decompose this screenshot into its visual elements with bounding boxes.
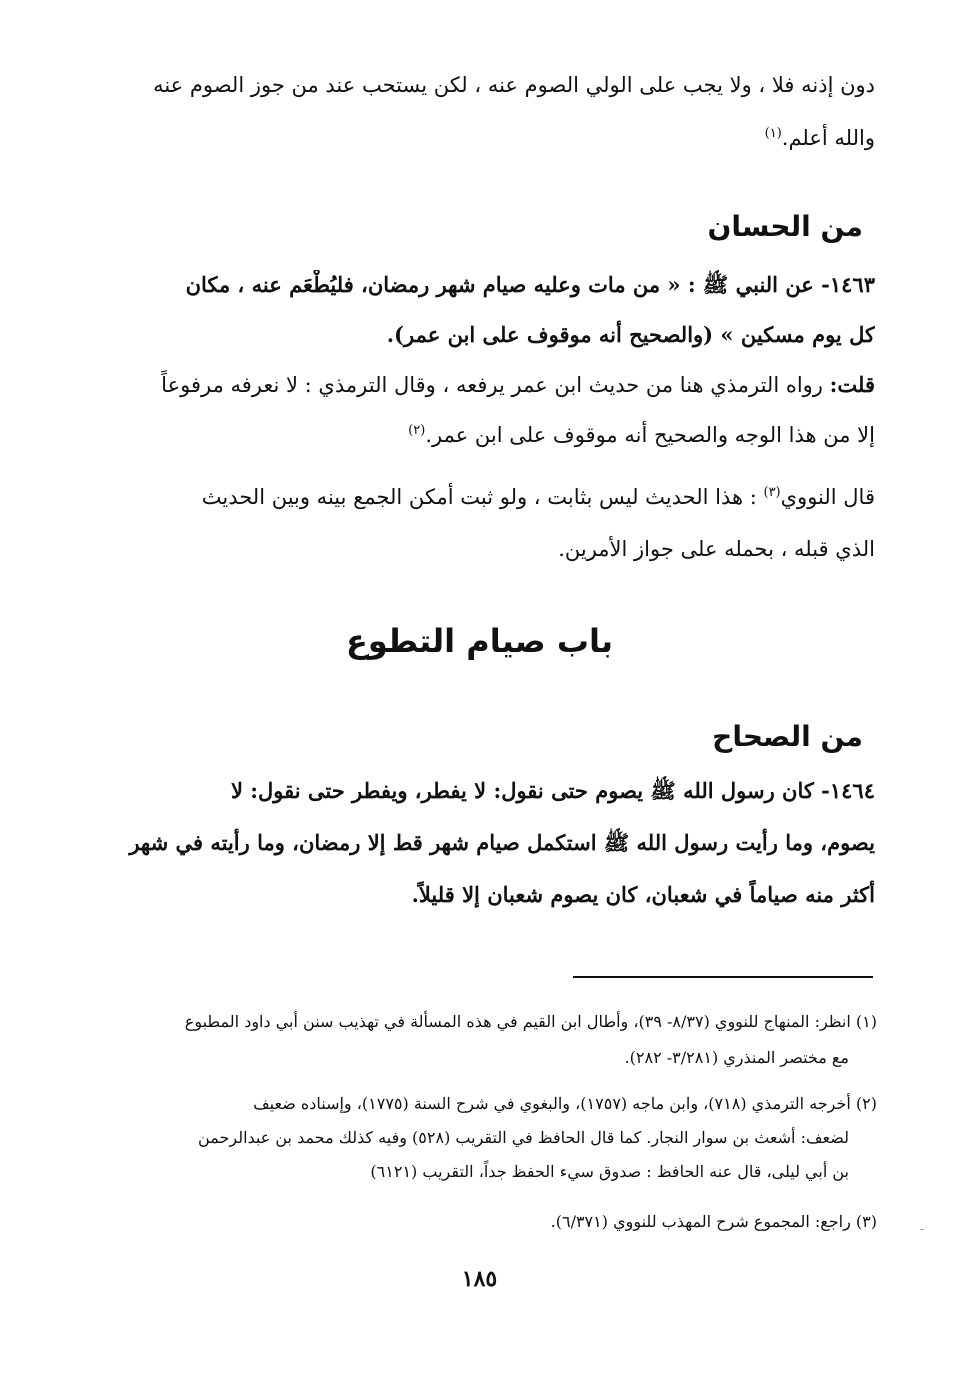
comment-qultu-label: قلت: xyxy=(829,372,875,397)
footnote-ref-1: (١) xyxy=(764,126,782,141)
hadith-1463 xyxy=(105,270,875,350)
footnote-1-line-2: مع مختصر المنذري (٣/٢٨١- ٢٨٢). xyxy=(624,1048,849,1067)
comment-qultu-line-1 xyxy=(105,370,875,400)
footnote-ref-3: (٣) xyxy=(763,485,781,500)
hadith-1464-line-1: ١٤٦٤- كان رسول الله ﷺ يصوم حتى نقول: لا يفطر، ويفطر حتى نقول: لا xyxy=(231,778,875,803)
hadith-1464-line-3: أكثر منه صياماً في شعبان، كان يصوم شعبان إلا قليلاً. xyxy=(411,882,875,907)
page-number: ١٨٥ xyxy=(461,1266,498,1292)
footnote-ref-2: (٢) xyxy=(408,423,426,438)
footnote-2-line-2: لضعف: أشعث بن سوار النجار. كما قال الحافظ في التقريب (٥٢٨) وفيه كذلك محمد بن عبدالرحمن xyxy=(198,1128,849,1147)
footnote-1-line-1: (١) انظر: المنهاج للنووي (٨/٣٧- ٣٩)، وأطال ابن القيم في هذه المسألة في تهذيب سنن أبي داود المطبوع xyxy=(184,1012,877,1031)
hadith-1464-line-2: يصوم، وما رأيت رسول الله ﷺ استكمل صيام شهر قط إلا رمضان، وما رأيته في شهر xyxy=(129,830,875,855)
chapter-title: باب صيام التطوع xyxy=(345,622,614,660)
footnote-3 xyxy=(105,1210,877,1234)
footnote-3-line-1: (٣) راجع: المجموع شرح المهذب للنووي (٦/٣٧١). xyxy=(550,1212,877,1231)
comment-nawawi xyxy=(105,482,875,564)
footnote-separator xyxy=(573,976,873,978)
comment-nawawi-line-2: الذي قبله ، بحمله على جواز الأمرين. xyxy=(558,537,875,561)
section-heading-hasan: من الحسان xyxy=(707,210,863,243)
intro-line-2-text: والله أعلم. xyxy=(781,126,875,150)
comment-nawawi-line-1 xyxy=(105,482,875,512)
footnote-1 xyxy=(105,1010,877,1070)
comment-qultu xyxy=(105,370,875,450)
intro-line-2 xyxy=(105,123,875,153)
intro-line-1: دون إذنه فلا ، ولا يجب على الولي الصوم عنه ، لكن يستحب عند من جوز الصوم عنه xyxy=(153,73,875,97)
hadith-1464 xyxy=(105,776,875,910)
intro-paragraph xyxy=(105,70,875,153)
hadith-1463-line-2: كل يوم مسكين » (والصحيح أنه موقوف على ابن عمر). xyxy=(386,322,875,347)
margin-mark: - xyxy=(920,1222,925,1236)
comment-qultu-line-2 xyxy=(105,420,875,450)
comment-qultu-text: رواه الترمذي هنا من حديث ابن عمر يرفعه ، وقال الترمذي : لا نعرفه مرفوعاً xyxy=(161,373,830,397)
footnote-2 xyxy=(105,1092,877,1184)
comment-qultu-line-2-text: إلا من هذا الوجه والصحيح أنه موقوف على ابن عمر. xyxy=(425,423,875,447)
section-heading-sihah: من الصحاح xyxy=(712,720,863,753)
comment-nawawi-end: : هذا الحديث ليس بثابت ، ولو ثبت أمكن الجمع بينه وبين الحديث xyxy=(201,485,764,509)
hadith-1463-line-1: ١٤٦٣- عن النبي ﷺ : « من مات وعليه صيام شهر رمضان، فليُطْعَم عنه ، مكان xyxy=(185,272,875,297)
comment-nawawi-start: قال النووي xyxy=(780,485,875,509)
footnote-2-line-3: بن أبي ليلى، قال عنه الحافظ : صدوق سيء الحفظ جداً، التقريب (٦١٢١) xyxy=(370,1162,849,1181)
footnote-2-line-1: (٢) أخرجه الترمذي (٧١٨)، وابن ماجه (١٧٥٧)، والبغوي في شرح السنة (١٧٧٥)، وإسناده ضعيف xyxy=(253,1094,877,1113)
